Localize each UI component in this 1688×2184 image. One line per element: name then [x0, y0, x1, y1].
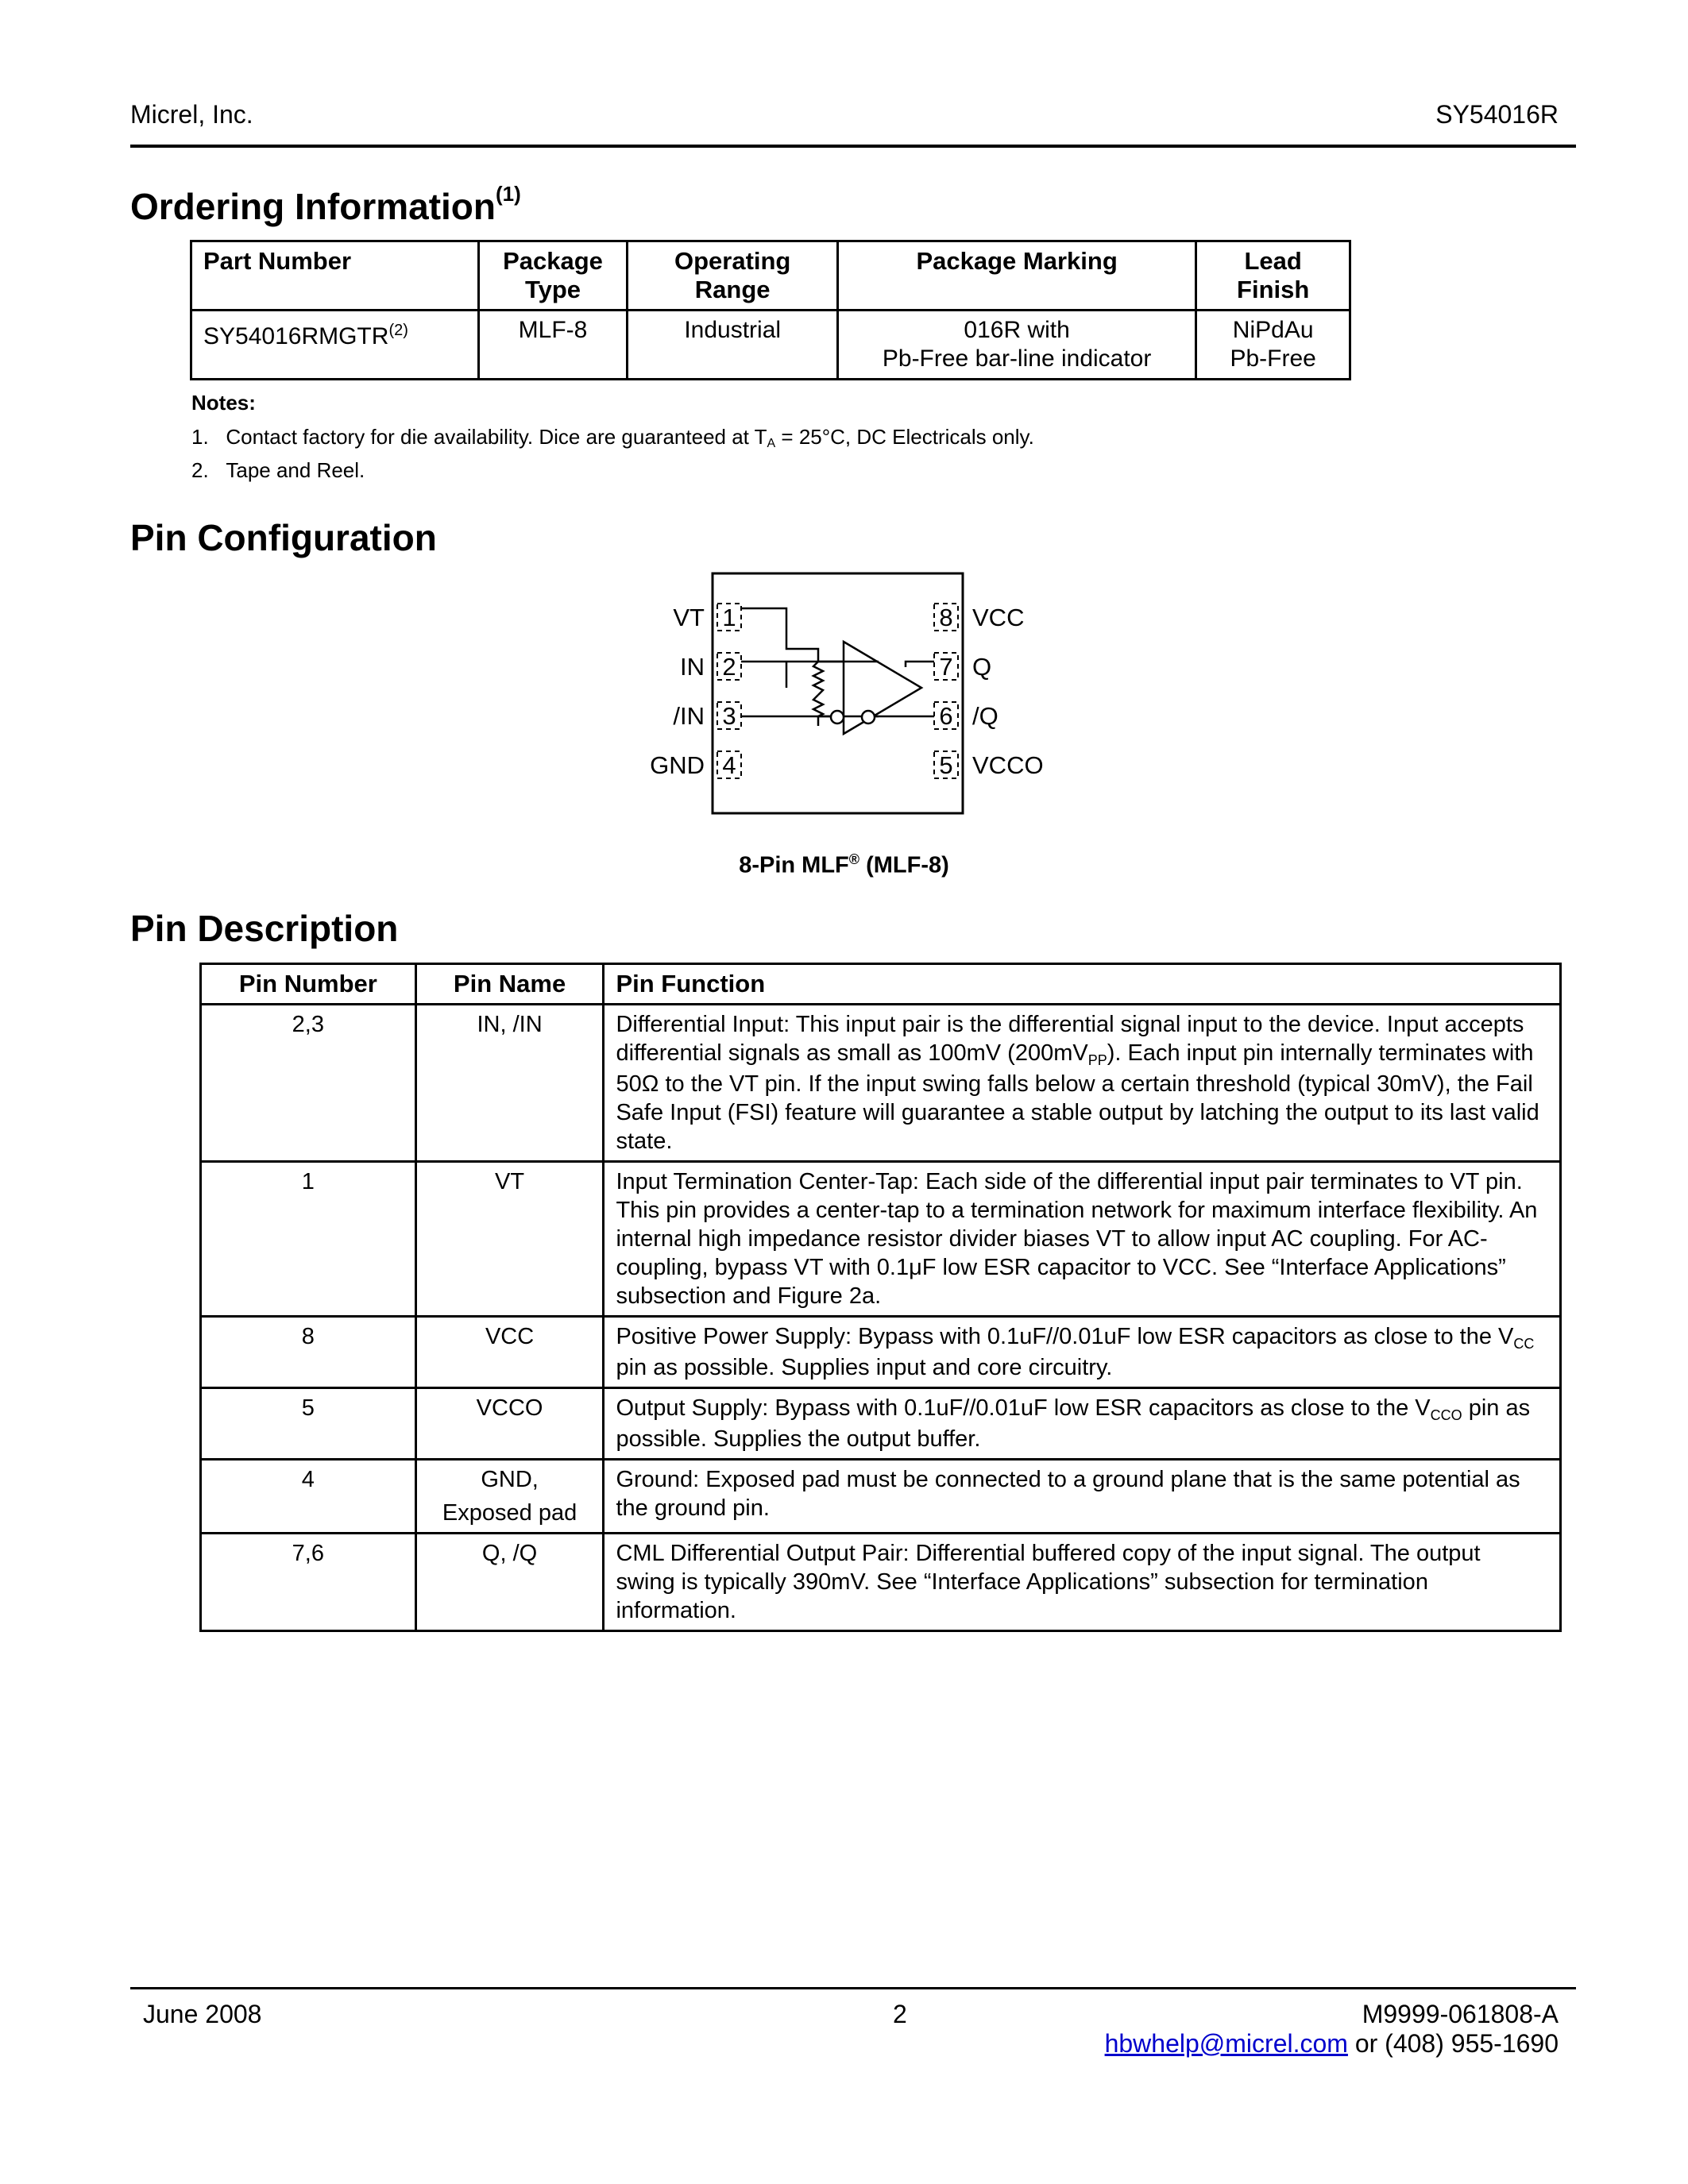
cell-pin-function: Positive Power Supply: Bypass with 0.1uF//0.01uF low ESR capacitors as close to the $V_{CC}$ pin as possible. Supplies input and core circuitry. [604, 1317, 1561, 1388]
cell-pin-number: 5 [201, 1388, 416, 1460]
pin-number-8: 8 [939, 604, 953, 631]
footer-doc-number: M9999-061808-A [1362, 2000, 1559, 2028]
pin-name-vcc: VCC [972, 604, 1025, 631]
pin-name-q: Q [972, 653, 992, 681]
col-lead-finish: Lead Finish [1196, 241, 1350, 311]
table-row [201, 1388, 1561, 1460]
cell-pin-function: Ground: Exposed pad must be connected to a ground plane that is the same potential as the ground pin. [604, 1460, 1561, 1534]
pin-number-7: 7 [939, 653, 953, 681]
col-pin-number: Pin Number [201, 964, 416, 1005]
footer-rule [130, 1987, 1576, 1989]
header-rule [130, 145, 1576, 148]
cell-package-type: MLF-8 [478, 311, 628, 380]
cell-pin-number: 1 [201, 1162, 416, 1317]
cell-pin-name: GND, Exposed pad [415, 1460, 604, 1534]
header-company: Micrel, Inc. [130, 100, 253, 129]
cell-pin-number: 7,6 [201, 1534, 416, 1631]
cell-pin-function: Input Termination Center-Tap: Each side of the differential input pair terminates to VT pin. This pin provides a center-tap to a termination network for maximum interface flexibility. An internal high impedance resistor divider biases VT to allow input AC coupling. For AC-coupling, bypass VT with 0.1μF low ESR capacitor to VCC. See “Interface Applications” subsection and Figure 2a. [604, 1162, 1561, 1317]
note-1: 1. Contact factory for die availability. Dice are guaranteed at TA = 25°C, DC Electricals only. [191, 425, 1034, 450]
pin-name-vt: VT [673, 604, 705, 631]
cell-pin-function: Output Supply: Bypass with 0.1uF//0.01uF low ESR capacitors as close to the $V_{CCO}$ pin as possible. Supplies the output buffer. [604, 1388, 1561, 1460]
footer-page-number: 2 [893, 2000, 907, 2028]
cell-lead-finish: NiPdAu Pb-Free [1196, 311, 1350, 380]
pin-number-3: 3 [722, 702, 736, 730]
pin-name-in: IN [680, 653, 705, 681]
pin-name-gnd: GND [650, 751, 705, 779]
header-part-number: SY54016R [1435, 100, 1559, 129]
footer-contact [1105, 2029, 1559, 2059]
pin-diagram [635, 556, 1064, 826]
package-outline [713, 573, 963, 813]
pin-desc-title: Pin Description [130, 908, 399, 949]
pin-name-qb: /Q [972, 702, 999, 730]
pin-desc-header-row [201, 964, 1561, 1005]
inverting-bubble-out [862, 711, 875, 723]
cell-pin-name: VCCO [415, 1388, 604, 1460]
table-row [191, 311, 1350, 380]
pin-number-6: 6 [939, 702, 953, 730]
pin-number-1: 1 [722, 604, 736, 631]
cell-pin-name: VCC [415, 1317, 604, 1388]
pin-number-5: 5 [939, 751, 953, 779]
table-row [201, 1534, 1561, 1631]
pin-name-inb: /IN [673, 702, 705, 730]
cell-operating-range: Industrial [628, 311, 838, 380]
cell-pin-number: 4 [201, 1460, 416, 1534]
cell-pin-name: IN, /IN [415, 1005, 604, 1162]
ordering-table [190, 240, 1351, 380]
notes-heading: Notes: [191, 391, 256, 415]
pin-description-table [199, 963, 1562, 1632]
col-pin-function: Pin Function [604, 964, 1561, 1005]
cell-pin-number: 2,3 [201, 1005, 416, 1162]
footer-date: June 2008 [143, 2000, 262, 2028]
table-row [201, 1460, 1561, 1534]
ordering-title: Ordering Information$^{(1)}$ [130, 182, 521, 227]
col-package-type: Package Type [478, 241, 628, 311]
col-pin-name: Pin Name [415, 964, 604, 1005]
col-operating-range: Operating Range [628, 241, 838, 311]
cell-pin-name: Q, /Q [415, 1534, 604, 1631]
pin-number-4: 4 [722, 751, 736, 779]
support-email-link[interactable]: hbwhelp@micrel.com [1104, 2029, 1348, 2058]
cell-pin-name: VT [415, 1162, 604, 1317]
table-row [201, 1005, 1561, 1162]
pin-config-title: Pin Configuration [130, 517, 437, 558]
cell-pin-function: CML Differential Output Pair: Differential buffered copy of the input signal. The output swing is typically 390mV. See “Interface Applications” subsection for termination information. [604, 1534, 1561, 1631]
inverting-bubble-in [831, 711, 844, 723]
table-row [201, 1162, 1561, 1317]
cell-pin-function: Differential Input: This input pair is the differential signal input to the device. Input accepts differential signals as small as 100mV $(200mV_{PP})$. Each input pin internally terminates with 50Ω to the VT pin. If the input swing falls below a certain threshold (typical 30mV), the Fail Safe Input (FSI) feature will guarantee a stable output by latching the output to its last valid state. [604, 1005, 1561, 1162]
cell-pin-number: 8 [201, 1317, 416, 1388]
col-package-marking: Package Marking [837, 241, 1196, 311]
pin-diagram-caption: 8-Pin MLF® (MLF-8) [739, 851, 949, 878]
table-row [201, 1317, 1561, 1388]
col-part-number: Part Number [191, 241, 479, 311]
cell-package-marking: 016R with Pb-Free bar-line indicator [837, 311, 1196, 380]
pin-number-2: 2 [722, 653, 736, 681]
ordering-header-row [191, 241, 1350, 311]
cell-part-number: SY54016RMGTR$^{(2)}$ [191, 311, 479, 380]
footer-phone: or (408) 955-1690 [1347, 2029, 1559, 2058]
note-2: 2. Tape and Reel. [191, 458, 365, 482]
pin-name-vcco: VCCO [972, 751, 1044, 779]
